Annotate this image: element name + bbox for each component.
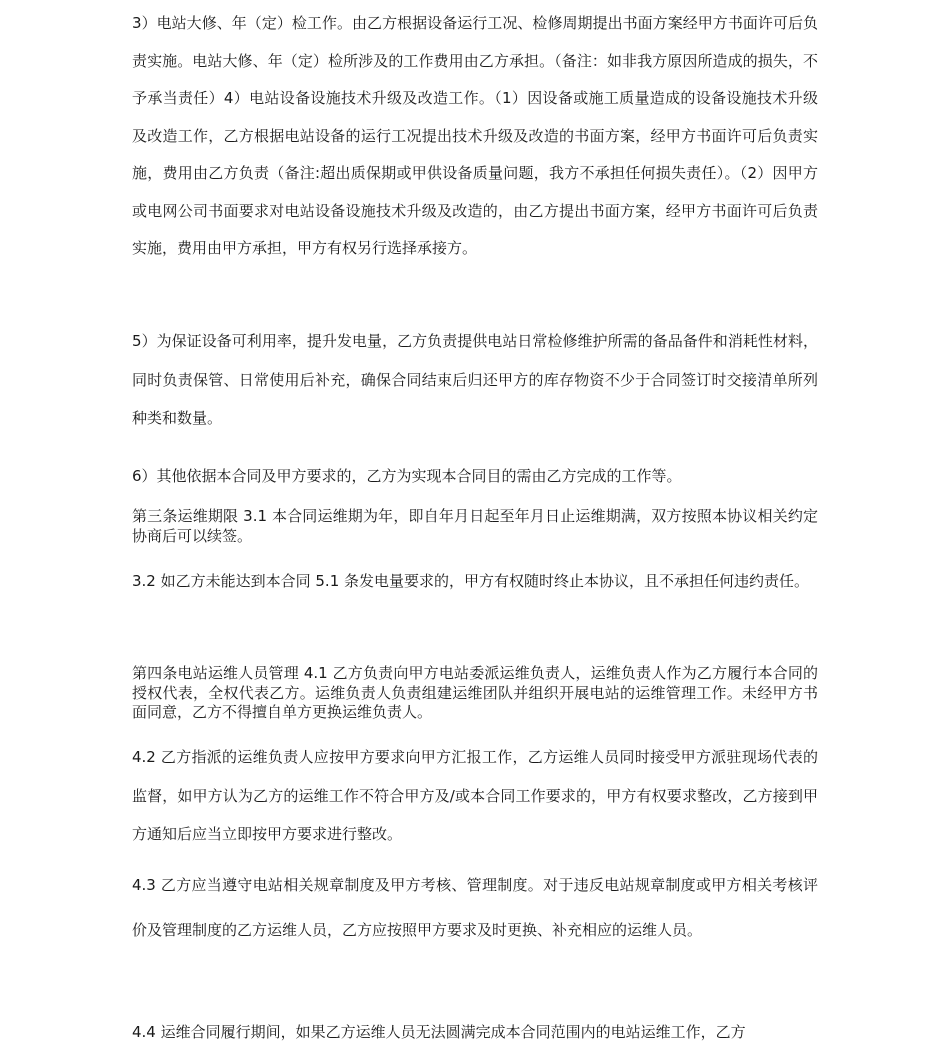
paragraph-other-work: 6）其他依据本合同及甲方要求的，乙方为实现本合同目的需由乙方完成的工作等。 xyxy=(132,467,682,485)
document-page xyxy=(132,0,818,1050)
paragraph-article-3-term: 第三条运维期限 3.1 本合同运维期为年，即自年月日起至年月日止运维期满，双方按照本协议相关约定协商后可以续签。 xyxy=(132,507,818,545)
paragraph-3-2-termination: 3.2 如乙方未能达到本合同 5.1 条发电量要求的，甲方有权随时终止本协议，且不承担任何违约责任。 xyxy=(132,572,810,590)
paragraph-4-3-regulations: 4.3 乙方应当遵守电站相关规章制度及甲方考核、管理制度。对于违反电站规章制度或甲方相关考核评价及管理制度的乙方运维人员，乙方应按照甲方要求及时更换、补充相应的运维人员。 xyxy=(132,876,818,939)
paragraph-4-4-contract-period: 4.4 运维合同履行期间，如果乙方运维人员无法圆满完成本合同范围内的电站运维工作，乙方 xyxy=(132,1023,746,1041)
paragraph-overhaul-and-upgrade: 3）电站大修、年（定）检工作。由乙方根据设备运行工况、检修周期提出书面方案经甲方书面许可后负责实施。电站大修、年（定）检所涉及的工作费用由乙方承担。（备注：如非我方原因所造成的损失，不予承当责任）4）电站设备设施技术升级及改造工作。（1）因设备或施工质量造成的设备设施技术升级及改造工作，乙方根据电站设备的运行工况提出技术升级及改造的书面方案，经甲方书面许可后负责实施，费用由乙方负责（备注:超出质保期或甲供设备质量问题，我方不承担任何损失责任）。（2）因甲方或电网公司书面要求对电站设备设施技术升级及改造的，由乙方提出书面方案，经甲方书面许可后负责实施，费用由甲方承担，甲方有权另行选择承接方。 xyxy=(132,14,818,257)
paragraph-4-2-reporting: 4.2 乙方指派的运维负责人应按甲方要求向甲方汇报工作，乙方运维人员同时接受甲方派驻现场代表的监督，如甲方认为乙方的运维工作不符合甲方及/或本合同工作要求的，甲方有权要求整改，乙方接到甲方通知后应当立即按甲方要求进行整改。 xyxy=(132,748,818,843)
paragraph-spare-parts: 5）为保证设备可利用率，提升发电量，乙方负责提供电站日常检修维护所需的备品备件和消耗性材料，同时负责保管、日常使用后补充，确保合同结束后归还甲方的库存物资不少于合同签订时交接清单所列种类和数量。 xyxy=(132,332,818,427)
paragraph-article-4-personnel: 第四条电站运维人员管理 4.1 乙方负责向甲方电站委派运维负责人，运维负责人作为乙方履行本合同的授权代表，全权代表乙方。运维负责人负责组建运维团队并组织开展电站的运维管理工作。未经甲方书面同意，乙方不得擅自单方更换运维负责人。 xyxy=(132,664,818,721)
